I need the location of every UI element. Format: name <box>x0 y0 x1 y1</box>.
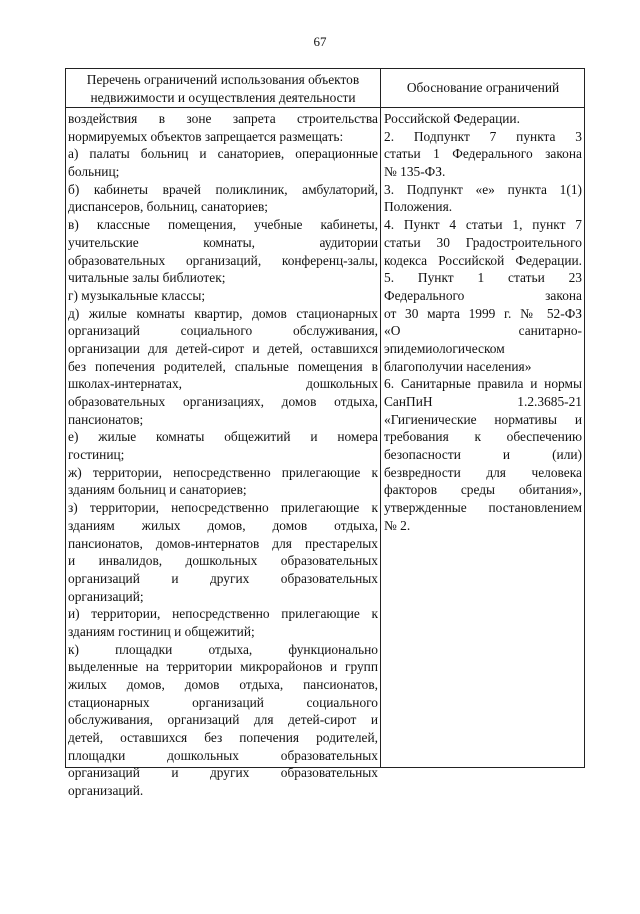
text-line: организации для детей-сирот и детей, оставшихся <box>68 340 378 356</box>
text-line: 3. Подпункт «е» пункта 1(1) <box>384 181 582 197</box>
text-line: площадки дошкольных образовательных <box>68 747 378 763</box>
header-justification: Обоснование ограничений <box>406 80 560 95</box>
text-line: факторов среды обитания», <box>384 482 582 498</box>
text-line: эпидемиологическом <box>384 340 505 356</box>
text-line: детей, оставшихся без попечения родителей, <box>68 730 378 746</box>
text-line: читальные залы библиотек; <box>68 270 226 286</box>
header-left-line: недвижимости и осуществления деятельности <box>90 89 356 105</box>
text-line: пансионатов; <box>68 411 144 427</box>
text-line: 6. Санитарные правила и нормы <box>384 376 582 392</box>
text-line: кодекса Российской Федерации. <box>384 252 582 268</box>
justification-column <box>384 110 582 535</box>
text-line: № 135-ФЗ. <box>384 164 446 180</box>
text-line: 4. Пункт 4 статьи 1, пункт 7 <box>384 217 582 233</box>
text-line: статьи 1 Федерального закона <box>384 146 582 162</box>
text-line: воздействия в зоне запрета строительства <box>68 111 378 126</box>
text-line: без попечения родителей, спальные помещения в <box>68 358 378 374</box>
text-line: жилых домов, домов отдыха, пансионатов, <box>68 677 378 692</box>
text-line: и) территории, непосредственно прилегающие к <box>68 606 378 622</box>
text-line: 5. Пункт 1 статьи 23 <box>384 270 582 286</box>
header-left-line: Перечень ограничений использования объектов <box>86 72 360 87</box>
text-line: и инвалидов, дошкольных образовательных <box>68 553 378 569</box>
text-line: «О санитарно- <box>384 323 582 339</box>
text-line: статьи 30 Градостроительного <box>384 234 582 250</box>
text-line: организаций; <box>68 588 144 604</box>
page-number: 67 <box>313 34 327 49</box>
text-line: е) жилые комнаты общежитий и номера <box>68 429 378 445</box>
text-line: в) классные помещения, учебные кабинеты, <box>68 217 378 233</box>
text-line: выделенные на территории микрорайонов и групп <box>68 659 378 675</box>
text-line: организаций. <box>68 783 144 799</box>
text-line: ж) территории, непосредственно прилегающие к <box>68 464 378 480</box>
column-divider <box>380 69 381 767</box>
text-line: Положения. <box>384 199 453 215</box>
text-line: 2. Подпункт 7 пункта 3 <box>384 128 582 144</box>
text-line: безвредности для человека <box>384 464 582 480</box>
text-line: зданиям гостиниц и общежитий; <box>68 623 255 639</box>
text-line: № 2. <box>384 517 411 533</box>
header-restrictions-list <box>70 72 376 107</box>
text-line: СанПиН 1.2.3685-21 <box>384 394 582 409</box>
text-line: стационарных организаций социального <box>68 694 378 710</box>
text-line: школах-интернатах, дошкольных <box>68 376 378 392</box>
text-line: организаций и других образовательных <box>68 765 378 781</box>
text-line: зданиям больниц и санаториев; <box>68 482 247 498</box>
text-line: образовательных организаций, конференц-залы, <box>68 252 378 268</box>
text-line: обслуживания, организаций для детей-сирот и <box>68 712 378 728</box>
text-line: нормируемых объектов запрещается размещать: <box>68 128 344 144</box>
text-line: б) кабинеты врачей поликлиник, амбулаторий, <box>68 181 378 197</box>
text-line: утвержденные постановлением <box>384 500 582 516</box>
restrictions-column <box>68 110 378 800</box>
text-line: з) территории, непосредственно прилегающие к <box>68 500 378 516</box>
text-line: безопасности и (или) <box>384 447 582 463</box>
text-line: Федерального закона <box>384 287 582 303</box>
text-line: г) музыкальные классы; <box>68 287 206 303</box>
text-line: организаций социального обслуживания, <box>68 323 378 339</box>
text-line: к) площадки отдыха, функционально <box>68 641 378 657</box>
text-line: зданиям жилых домов, домов отдыха, <box>68 517 378 533</box>
table-header <box>66 69 584 108</box>
text-line: требования к обеспечению <box>384 429 582 445</box>
text-line: больниц; <box>68 164 120 180</box>
text-line: образовательных организациях, домов отдыха, <box>68 394 378 409</box>
text-line: от 30 марта 1999 г. № 52-ФЗ <box>384 305 582 321</box>
text-line: диспансеров, больниц, санаториев; <box>68 199 269 215</box>
text-line: д) жилые комнаты квартир, домов стационарных <box>68 305 378 321</box>
text-line: «Гигиенические нормативы и <box>384 411 582 427</box>
text-line: гостиниц; <box>68 447 125 463</box>
text-line: Российской Федерации. <box>384 111 520 126</box>
text-line: организаций и других образовательных <box>68 570 378 586</box>
restrictions-table <box>65 68 585 799</box>
text-line: учительские комнаты, аудитории <box>68 234 378 250</box>
text-line: пансионатов, домов-интернатов для престарелых <box>68 535 378 551</box>
text-line: а) палаты больниц и санаториев, операционные <box>68 146 378 162</box>
text-line: благополучии населения» <box>384 358 532 374</box>
